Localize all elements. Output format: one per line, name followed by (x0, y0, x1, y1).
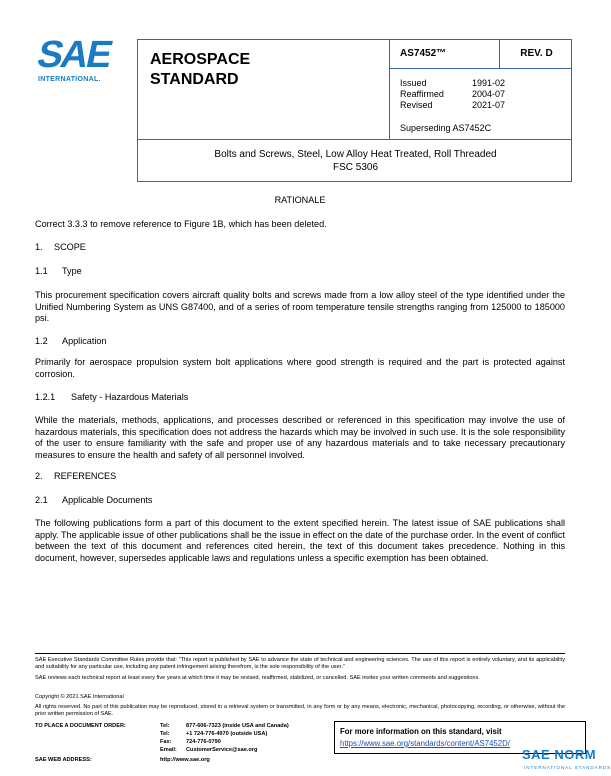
section-2-1-number: 2.1 (35, 495, 48, 505)
section-1-2-1-text: While the materials, methods, applications, and processes described or referenced in this specification may involve the use of hazardous materials, this specification does not address the hazards which may be involved in such use. It is the sole responsibility of the user to ensure familiarity with the safe and proper use of any hazardous materials and to take necessary precautionary measures to ensure the health and safety of all personnel involved. (35, 415, 565, 460)
section-1-2-title: Application (62, 336, 107, 346)
more-info-title: For more information on this standard, visit (340, 727, 502, 736)
tel1-label: Tel: (160, 723, 170, 729)
watermark-title: SAE NORM (522, 747, 597, 762)
web-label: SAE WEB ADDRESS: (35, 757, 92, 763)
section-2-1-title: Applicable Documents (62, 495, 153, 505)
section-1-1-title: Type (62, 266, 82, 276)
subtitle-line-2: FSC 5306 (332, 162, 379, 173)
dates-box (389, 68, 572, 140)
document-subtitle (138, 148, 573, 174)
email-value: CustomerService@sae.org (186, 747, 258, 753)
fax-label: Fax: (160, 739, 172, 745)
section-1-number: 1. (35, 242, 43, 252)
revised-value: 2021-07 (472, 100, 506, 110)
standard-link[interactable]: https://www.sae.org/standards/content/AS7452D/ (340, 739, 510, 748)
rationale-heading: RATIONALE (274, 195, 326, 205)
reaffirmed-label: Reaffirmed (400, 89, 444, 99)
rationale-text: Correct 3.3.3 to remove reference to Figure 1B, which has been deleted. (35, 219, 327, 229)
issued-label: Issued (400, 78, 427, 88)
reaffirmed-row (400, 89, 506, 99)
revised-label: Revised (400, 100, 433, 110)
reaffirmed-value: 2004-07 (472, 89, 506, 99)
email-label: Email: (160, 747, 177, 753)
logo-mark: SAE (33, 34, 115, 76)
sae-norm-watermark (522, 747, 611, 775)
document-type (150, 50, 250, 90)
revision-label: REV. D (520, 48, 553, 59)
section-1-1-number: 1.1 (35, 266, 48, 276)
tel2-label: Tel: (160, 731, 170, 737)
section-1-2-1-title: Safety - Hazardous Materials (71, 392, 189, 402)
superseding: Superseding AS7452C (400, 123, 492, 133)
logo-subtitle: INTERNATIONAL. (38, 76, 101, 83)
document-number: AS7452™ (400, 48, 447, 59)
issued-value: 1991-02 (472, 78, 506, 88)
watermark-subtitle: INTERNATIONAL STANDARDS (524, 765, 611, 770)
order-label: TO PLACE A DOCUMENT ORDER: (35, 723, 126, 729)
section-2-number: 2. (35, 471, 43, 481)
footer-copyright: Copyright © 2021 SAE International (35, 694, 124, 700)
title-line-1: AEROSPACE (150, 51, 251, 68)
revision-box (499, 39, 572, 69)
web-value: http://www.sae.org (160, 757, 210, 763)
footer-rules-text: SAE Executive Standards Committee Rules provide that: “This report is published by SAE to advance the state of technical and engineering sciences. The use of this report is entirely voluntary, and its applicability and suitability for any particular use, including any patent infringement arising therefrom, is the sole responsibility of the user.” (35, 657, 565, 671)
tel2-value: +1 724-776-4970 (outside USA) (186, 731, 268, 737)
fax-value: 724-776-0790 (186, 739, 221, 745)
revised-row (400, 100, 506, 110)
subtitle-line-1: Bolts and Screws, Steel, Low Alloy Heat Treated, Roll Threaded (214, 149, 497, 160)
section-1-title: SCOPE (54, 242, 86, 252)
footer-divider (35, 653, 565, 654)
sae-logo (33, 34, 126, 86)
doc-number-box (389, 39, 500, 69)
section-1-2-1-number: 1.2.1 (35, 392, 56, 402)
section-2-1-text: The following publications form a part of this document to the extent specified herein. The latest issue of SAE publications shall apply. The applicable issue of other publications shall be the issue in effect on the date of the purchase order. In the event of conflict between the text of this document and references cited herein, the text of this document takes precedence. Nothing in this document, however, supersedes applicable laws and regulations unless a specific exemption has been obtained. (35, 518, 565, 563)
section-1-2-number: 1.2 (35, 336, 48, 346)
title-line-2: STANDARD (150, 71, 239, 88)
tel1-value: 877-606-7323 (inside USA and Canada) (186, 723, 289, 729)
footer-rights-text: All rights reserved. No part of this publication may be reproduced, stored in a retrieval system or transmitted, in any form or by any means, electronic, mechanical, photocopying, recording, or otherwise, without the prior written permission of SAE. (35, 704, 565, 718)
footer-review-text: SAE reviews each technical report at least every five years at which time it may be revised, reaffirmed, stabilized, or cancelled. SAE invites your written comments and suggestions. (35, 675, 480, 681)
section-1-2-text: Primarily for aerospace propulsion system bolt applications where good strength is required and the part is protected against corrosion. (35, 357, 565, 379)
section-1-1-text: This procurement specification covers aircraft quality bolts and screws made from a low alloy steel of the type identified under the Unified Numbering System as UNS G87400, and of a series of room temperature tensile strengths ranging from 125000 to 185000 psi. (35, 290, 565, 324)
section-2-title: REFERENCES (54, 471, 117, 481)
issued-row (400, 78, 506, 88)
subtitle-box (137, 139, 572, 182)
title-box (137, 39, 390, 140)
